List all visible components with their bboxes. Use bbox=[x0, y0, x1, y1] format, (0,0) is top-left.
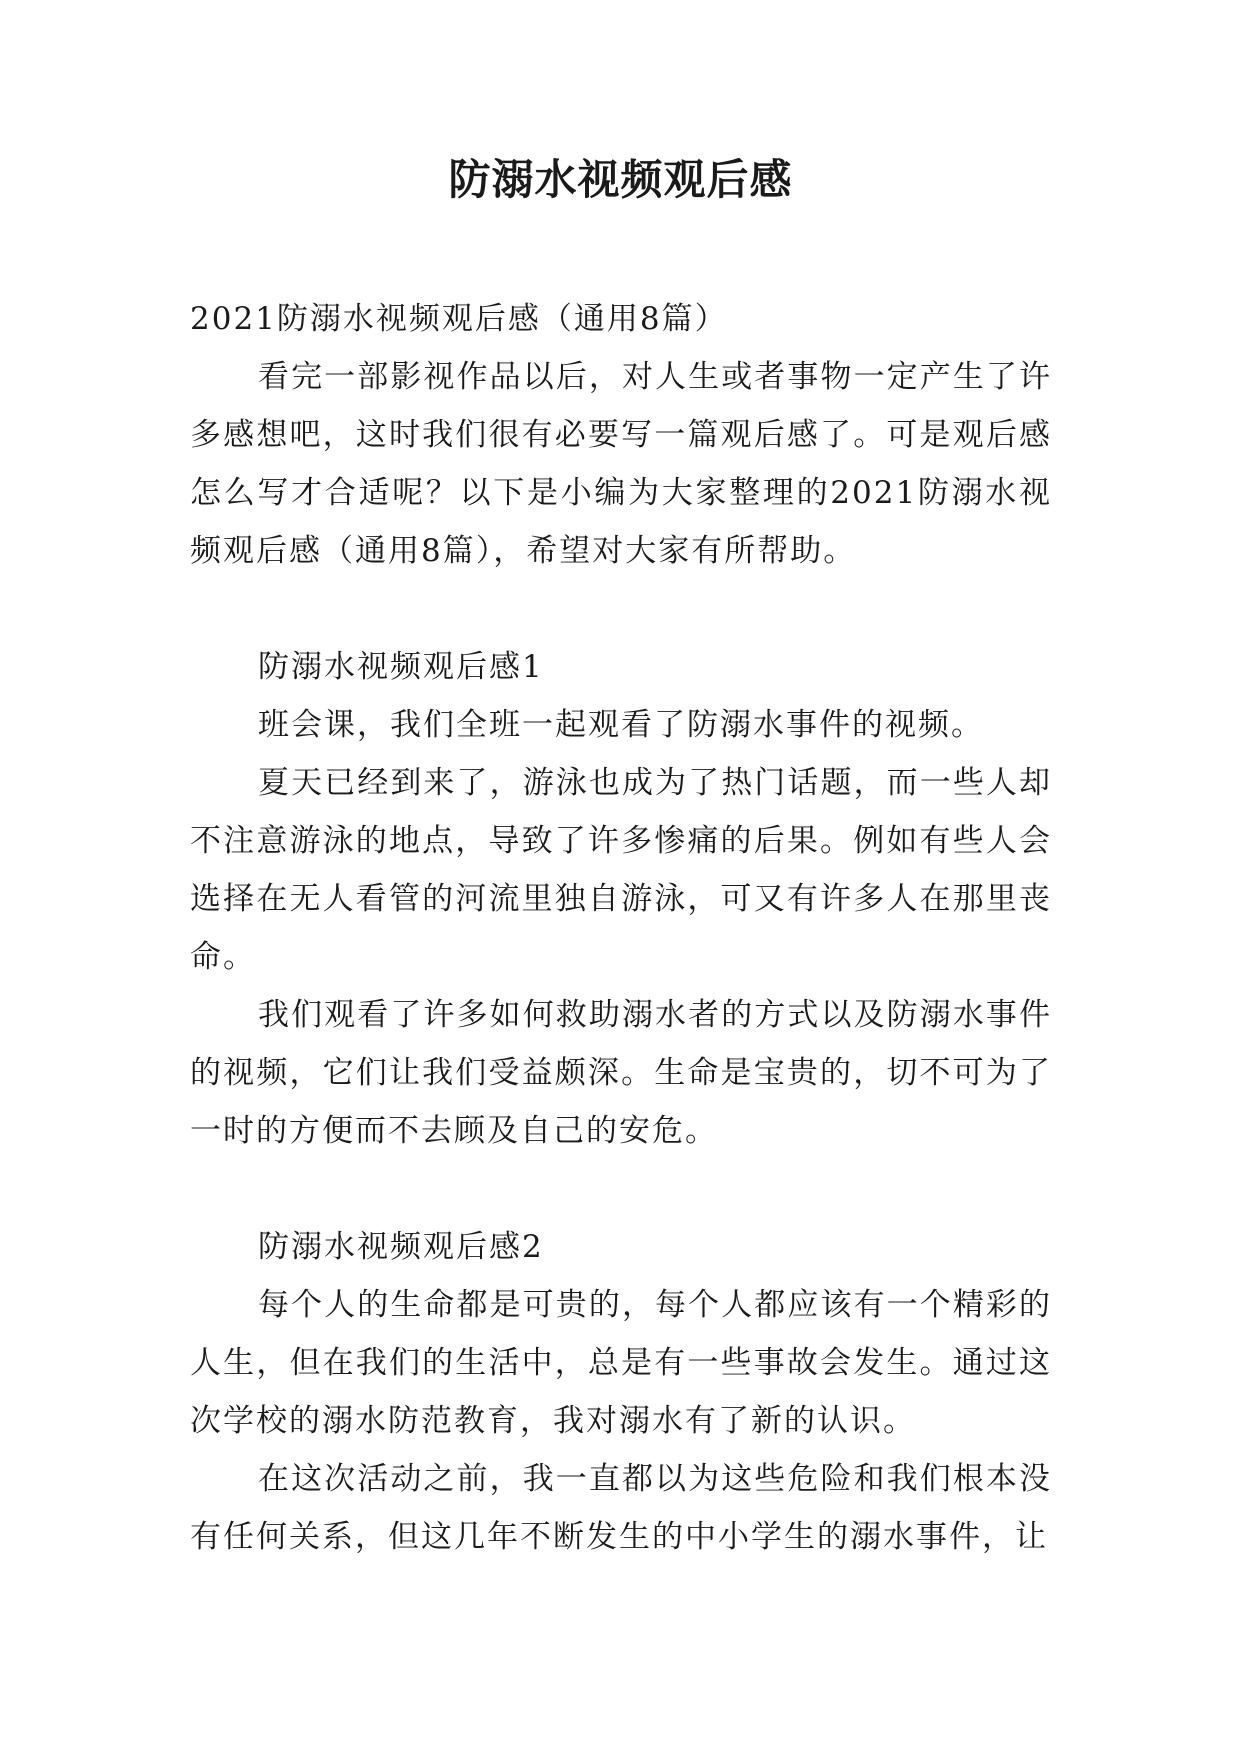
section-spacer bbox=[190, 1160, 1052, 1218]
document-body bbox=[190, 290, 1052, 1566]
section-paragraph: 在这次活动之前，我一直都以为这些危险和我们根本没有任何关系，但这几年不断发生的中小学生的溺水事件，让 bbox=[190, 1461, 1052, 1555]
section-paragraph: 每个人的生命都是可贵的，每个人都应该有一个精彩的人生，但在我们的生活中，总是有一些事故会发生。通过这次学校的溺水防范教育，我对溺水有了新的认识。 bbox=[190, 1287, 1052, 1439]
intro-paragraph: 看完一部影视作品以后，对人生或者事物一定产生了许多感想吧，这时我们很有必要写一篇观后感了。可是观后感怎么写才合适呢？以下是小编为大家整理的2021防溺水视频观后感（通用8篇），希望对大家有所帮助。 bbox=[190, 359, 1052, 569]
section-paragraph: 夏天已经到来了，游泳也成为了热门话题，而一些人却不注意游泳的地点，导致了许多惨痛的后果。例如有些人会选择在无人看管的河流里独自游泳，可又有许多人在那里丧命。 bbox=[190, 765, 1052, 975]
section-heading: 防溺水视频观后感2 bbox=[258, 1229, 544, 1265]
section-paragraph: 我们观看了许多如何救助溺水者的方式以及防溺水事件的视频，它们让我们受益颇深。生命是宝贵的，切不可为了一时的方便而不去顾及自己的安危。 bbox=[190, 997, 1052, 1149]
document-subtitle: 2021防溺水视频观后感（通用8篇） bbox=[190, 301, 728, 337]
document-title: 防溺水视频观后感 bbox=[448, 155, 793, 204]
section-spacer bbox=[190, 580, 1052, 638]
section-heading: 防溺水视频观后感1 bbox=[258, 649, 544, 685]
section-paragraph: 班会课，我们全班一起观看了防溺水事件的视频。 bbox=[258, 707, 984, 743]
